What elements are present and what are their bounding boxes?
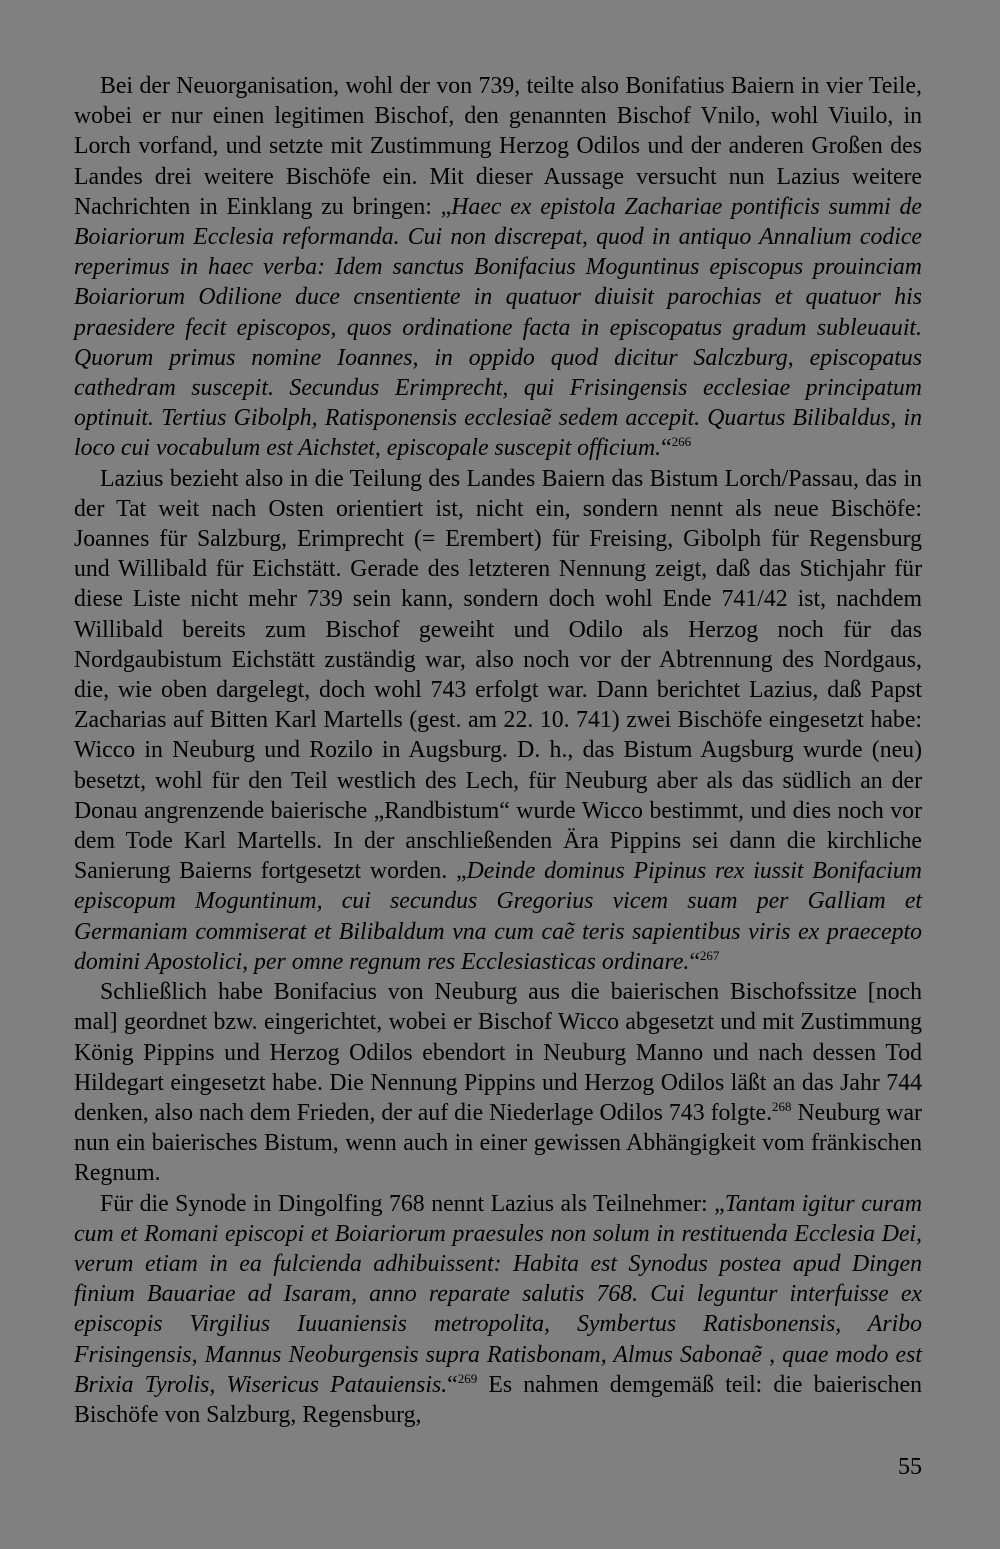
text-run: Lazius bezieht also in die Teilung des Landes Baiern das Bistum Lorch/Passau, das in der Tat weit nach Osten orientiert ist, nicht ein, sondern nennt als neue Bischöfe: Joannes für Salzburg, Erimprecht (= Erembert) für Freising, Gibolph für Regensburg und Willibald für Eichstätt. Gerade des letzteren Nennung zeigt, daß das Stichjahr für diese Liste nicht mehr 739 sein kann, sondern doch wohl Ende 741/42 ist, nachdem Willibald bereits zum Bischof geweiht und Odilo als Herzog noch für das Nordgaubistum Eichstätt zuständig war, also noch vor der Abtrennung des Nordgaus, die, wie oben dargelegt, doch wohl 743 erfolgt war. Dann berichtet Lazius, daß Papst Zacharias auf Bitten Karl Martells (gest. am 22. 10. 741) zwei Bischöfe eingesetzt habe: Wicco in Neuburg und Rozilo in Augsburg. D. h., das Bistum Augsburg wurde (neu) besetzt, wohl für den Teil westlich des Lech, für Neuburg aber als das südlich an der Donau angrenzende baierische „Randbistum“ wurde Wicco bestimmt, und dies noch vor dem Tode Karl Martells. In der anschließenden Ära Pippins sei dann die kirchliche Sanierung Baierns fortgesetzt worden. „	[74, 465, 922, 885]
text-run: “	[689, 948, 700, 975]
text-run: “	[447, 1371, 458, 1398]
latin-quotation: Tantam igitur curam cum et Romani episcopi et Boiariorum praesules non solum in restituenda Ecclesia Dei, verum etiam in ea fulcienda adhibuissent: Habita est Synodus postea apud Dingen finium Bauariae ad Isaram, anno reparate salutis 768. Cui leguntur interfuisse ex episcopis Virgilius Iuuaniensis metropolita, Symbertus Ratisbonensis, Aribo Frisingensis, Mannus Neoburgensis supra Ratisbonam, Almus Sabonaẽ , quae modo est Brixia Tyrolis, Wisericus Patauiensis.	[74, 1190, 923, 1398]
footnote-marker: 266	[671, 434, 692, 450]
text-run: Schließlich habe Bonifacius von Neuburg aus die baierischen Bischofssitze [noch mal] geordnet bzw. eingerichtet, wobei er Bischof Wicco abgesetzt und mit Zustimmung König Pippins und Herzog Odilos ebendort in Neuburg Manno und nach dessen Tod Hildegart eingesetzt habe. Die Nennung Pippins und Herzog Odilos läßt an das Jahr 744 denken, also nach dem Frieden, der auf die Niederlage Odilos 743 folgte.	[74, 979, 922, 1126]
latin-quotation: Deinde dominus Pipinus rex iussit Bonifacium episcopum Moguntinum, cui secundus Gregorius vicem suam per Galliam et Germaniam commiserat et Bilibaldum vna cum caẽ teris sapientibus viris ex praecepto domini Apostolici, per omne regnum res Ecclesiasticas ordinare.	[74, 858, 922, 975]
body-text	[74, 71, 922, 1430]
text-run: Für die Synode in Dingolfing 768 nennt Lazius als Teilnehmer: „	[100, 1190, 725, 1217]
text-run: “	[661, 435, 672, 462]
paragraph	[74, 464, 922, 977]
text-run: Bei der Neuorganisation, wohl der von 739, teilte also Bonifatius Baiern in vier Teile, wobei er nur einen legitimen Bischof, den genannten Bischof Vnilo, wohl Viuilo, in Lorch vorfand, und setzte mit Zustimmung Herzog Odilos und der anderen Großen des Landes drei weitere Bischöfe ein. Mit dieser Aussage versucht nun Lazius weitere Nachrichten in Einklang zu bringen: „	[74, 73, 922, 220]
footnote-marker: 268	[772, 1098, 792, 1114]
text-run: Neuburg war nun ein baierisches Bistum, wenn auch in einer gewissen Abhängigkeit vom fränkischen Regnum.	[74, 1099, 922, 1187]
footnote-marker: 267	[699, 947, 720, 963]
page-number: 55	[898, 1454, 922, 1480]
paragraph	[74, 1189, 922, 1431]
paragraph	[74, 71, 922, 464]
paragraph	[74, 977, 922, 1188]
latin-quotation: Haec ex epistola Zachariae pontificis summi de Boiariorum Ecclesia reformanda. Cui non discrepat, quod in antiquo Annalium codice reperimus in haec verba: Idem sanctus Bonifacius Moguntinus episcopus prouinciam Boiariorum Odilione duce cnsentiente in quatuor diuisit parochias et quatuor his praesidere fecit episcopos, quos ordinatione facta in episcopatus gradum subleuauit. Quorum primus nomine Ioannes, in oppido quod dicitur Salczburg, episcopatus cathedram suscepit. Secundus Erimprecht, qui Frisingensis ecclesiae principatum optinuit. Tertius Gibolph, Ratisponensis ecclesiaẽ sedem accepit. Quartus Bilibaldus, in loco cui vocabulum est Aichstet, episcopale suscepit officium.	[74, 193, 922, 462]
text-run: Es nahmen demgemäß teil: die baierischen Bischöfe von Salzburg, Regensburg,	[74, 1371, 922, 1428]
footnote-marker: 269	[457, 1370, 478, 1386]
